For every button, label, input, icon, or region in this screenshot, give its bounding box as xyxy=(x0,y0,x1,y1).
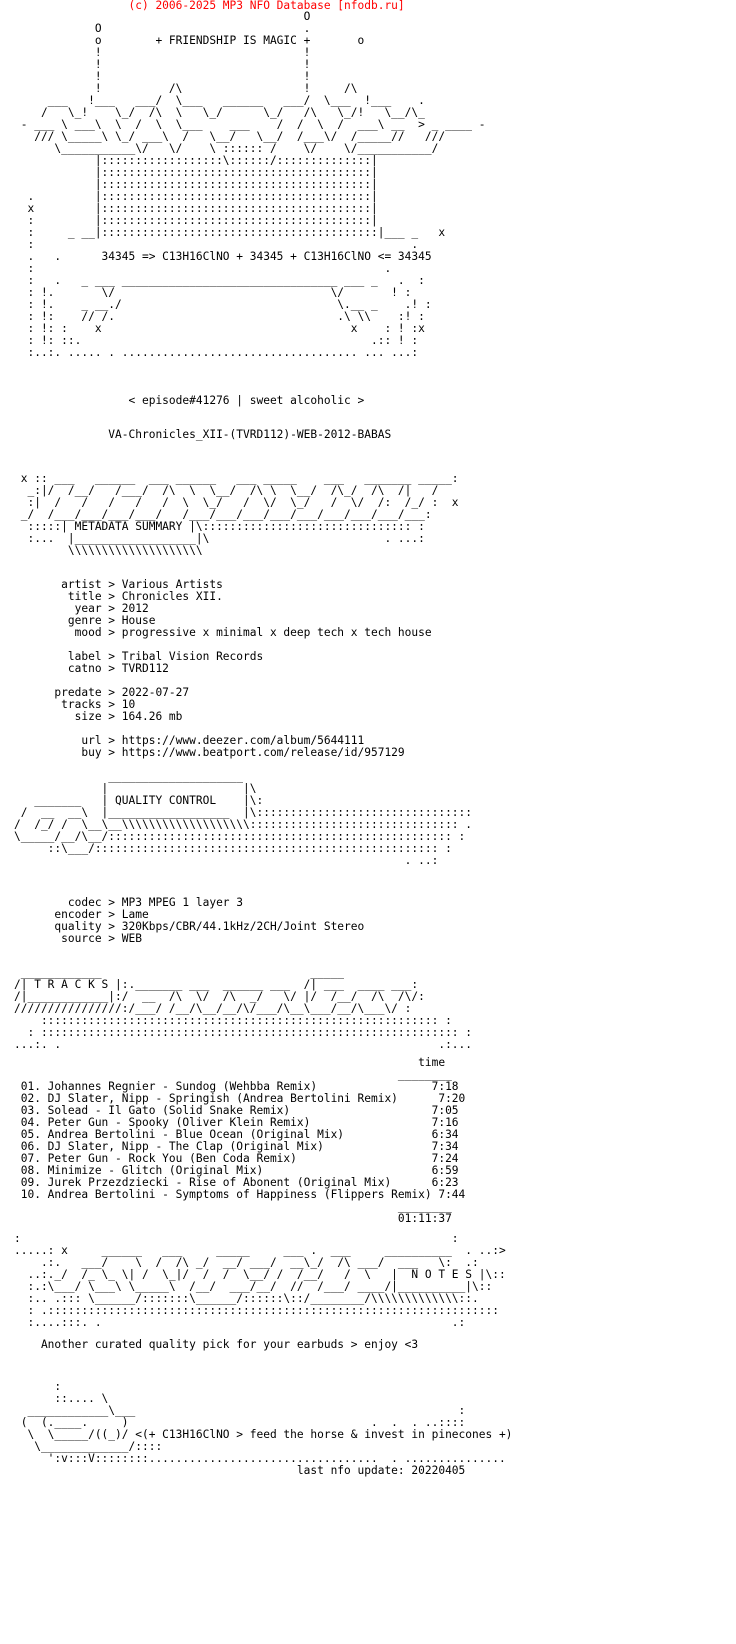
metadata-row: tracks > 10 xyxy=(14,698,136,711)
ascii-art-line: O xyxy=(14,10,311,23)
ascii-art-line: : . xyxy=(14,238,419,251)
footer-art-line: ':v:::V::::::::.................................. . ............... xyxy=(14,1452,506,1465)
quality-row: encoder > Lame xyxy=(14,908,149,921)
notes-banner-line: :.:\___/ \___\ \_____\ /__/ ___/__/ // /___/ ____/|__________|\:: xyxy=(14,1280,493,1293)
ascii-art-line: / \_! \_/ /\ \ \_/ \_/ /\ \_/! \__/\_ xyxy=(14,106,425,119)
ascii-art-line: /// \_____\ \_/ ___\ / \__/ \__/ /___\/ /_____// /// xyxy=(14,130,446,143)
metadata-banner-line: :| / / / / / \ \_/ / \/ \_/ / \/ /: /_/ : x xyxy=(14,496,459,509)
metadata-row: title > Chronicles XII. xyxy=(14,590,223,603)
metadata-row: mood > progressive x minimal x deep tech x tech house xyxy=(14,626,432,639)
metadata-row: label > Tribal Vision Records xyxy=(14,650,264,663)
tracks-banner-line: /|____________|:/ __ /\ \/ /\ _/ \/ |/ /__/ /\ /\/: xyxy=(14,990,425,1003)
quality-banner-line: | |\ xyxy=(14,782,257,795)
footer-art-line: \_____________/:::: xyxy=(14,1440,163,1453)
metadata-row: artist > Various Artists xyxy=(14,578,223,591)
ascii-art-line: . . 34345 => C13H16ClNO + 34345 + C13H16ClNO <= 34345 xyxy=(14,250,432,263)
track-row: 03. Solead - Il Gato (Solid Snake Remix) 7:05 xyxy=(14,1104,459,1117)
track-row: 06. DJ Slater, Nipp - The Clap (Original Mix) 7:34 xyxy=(14,1140,459,1153)
metadata-banner-line: :... |__________________|\ . ...: xyxy=(14,532,425,545)
metadata-row: url > https://www.deezer.com/album/5644111 xyxy=(14,734,365,747)
footer-art-line: ::.... \ xyxy=(14,1392,109,1405)
notes-banner-line: :....:::. . .: xyxy=(14,1316,466,1329)
metadata-banner-line: _:|/ /__/ /___/ /\ \ \__/ /\ \ \__/ /\_/ /\ /| / xyxy=(14,484,439,497)
quality-banner-line: / __ __\ |__________________ |\:::::::::::::::::::::::::::::::: xyxy=(14,806,473,819)
ascii-art-line: : !. \/ \/ ! : xyxy=(14,286,412,299)
footer-art-line: ____________\___ : xyxy=(14,1404,466,1417)
footer-art-line: \ \_____/((_)/ <(+ C13H16ClNO > feed the horse & invest in pinecones +) xyxy=(14,1428,513,1441)
notes-banner-line: .:. ___/ \ / /\ _/ __/ ___/ __\_/ /\ ___/ ___ \: .: xyxy=(14,1256,479,1269)
metadata-banner-line: \\\\\\\\\\\\\\\\\\\\ xyxy=(14,544,203,557)
ascii-art-line: : _ __|:::::::::::::::::::::::::::::::::::::::::|___ _ x xyxy=(14,226,446,239)
track-row: 04. Peter Gun - Spooky (Oliver Klein Remix) 7:16 xyxy=(14,1116,459,1129)
metadata-row: year > 2012 xyxy=(14,602,149,615)
track-row: 02. DJ Slater, Nipp - Springish (Andrea Bertolini Remix) 7:20 xyxy=(14,1092,466,1105)
quality-banner-line: / /_/ / \__\__\\\\\\\\\\\\\\\\\\\::::::::::::::::::::::::::::::: . xyxy=(14,818,473,831)
tracks-banner-line: /| T R A C K S |:._______ ___ ______ ___ /| ___ ____ ___: xyxy=(14,978,419,991)
quality-row: codec > MP3 MPEG 1 layer 3 xyxy=(14,896,244,909)
track-row: 10. Andrea Bertolini - Symptoms of Happiness (Flippers Remix) 7:44 xyxy=(14,1188,466,1201)
track-row: 09. Jurek Przezdziecki - Rise of Abonent (Original Mix) 6:23 xyxy=(14,1176,459,1189)
quality-banner-line: ::\___/::::::::::::::::::::::::::::::::::::::::::::::::::: : xyxy=(14,842,452,855)
ascii-art-line: \___________\/ \/ \ :::::: / \/ \/___________/ xyxy=(14,142,439,155)
quality-row: source > WEB xyxy=(14,932,142,945)
tracks-banner-line: : :::::::::::::::::::::::::::::::::::::::::::::::::::::::::::::: : xyxy=(14,1026,473,1039)
metadata-row: predate > 2022-07-27 xyxy=(14,686,190,699)
total-time: 01:11:37 xyxy=(14,1212,452,1225)
metadata-banner-line: _/ /___/___/___/___/ /___/___/___/___/___/___/___/___/___: xyxy=(14,508,432,521)
quality-banner-line: \_____/__/\__/::::::::::::::::::::::::::::::::::::::::::::::::::: : xyxy=(14,830,466,843)
footer-art-line: : xyxy=(14,1380,62,1393)
notes-banner-line: :.. .::: \______/:::::::\______/::::::\::/________/\\\\\\\\\\\\\::. xyxy=(14,1292,479,1305)
tracks-banner-line: ...:. . .:... xyxy=(14,1038,473,1051)
ascii-art-line: ! ! xyxy=(14,58,311,71)
ascii-art-line: |::::::::::::::::::::::::::::::::::::::::| xyxy=(14,166,378,179)
ascii-art-line: ! ! xyxy=(14,70,311,83)
ascii-art-line: ___ !___ ___/ \___ ______ ___/ \___ !___ . xyxy=(14,94,425,107)
ascii-art-line: |::::::::::::::::::\::::::/::::::::::::::| xyxy=(14,154,378,167)
tracks-banner-line: ____________ _____ xyxy=(14,966,345,979)
metadata-banner-line: :::::| METADATA SUMMARY |\::::::::::::::::::::::::::::::: : xyxy=(14,520,425,533)
track-row: 05. Andrea Bertolini - Blue Ocean (Original Mix) 6:34 xyxy=(14,1128,459,1141)
release-name: VA-Chronicles_XII-(TVRD112)-WEB-2012-BABAS xyxy=(14,428,392,441)
ascii-art-line: :..:. ..... . ................................... ... ...: xyxy=(14,346,419,359)
ascii-art-line: : !: ::. .:: ! : xyxy=(14,334,419,347)
ascii-art-line: |::::::::::::::::::::::::::::::::::::::::| xyxy=(14,178,378,191)
ascii-art-line: o + FRIENDSHIP IS MAGIC + o xyxy=(14,34,365,47)
ascii-art-line: ! /\ ! /\ xyxy=(14,82,358,95)
ascii-art-line: ! ! xyxy=(14,46,311,59)
track-row: 07. Peter Gun - Rock You (Ben Coda Remix) 7:24 xyxy=(14,1152,459,1165)
quality-banner-line: ____________________ xyxy=(14,770,244,783)
ascii-art-line: : !: // /. .\ \\ :! : xyxy=(14,310,425,323)
nfodb-header: (c) 2006-2025 MP3 NFO Database [nfodb.ru] xyxy=(14,0,405,12)
quality-banner-line: . ..: xyxy=(14,854,439,867)
time-rule: ________ xyxy=(14,1068,452,1081)
ascii-art-line: : . xyxy=(14,262,392,275)
ascii-art-line: : !: : x x : ! :x xyxy=(14,322,425,335)
metadata-banner-line: x :: ___ ______ ___ ______ ___ _____ ___ _______ _____: xyxy=(14,472,459,485)
episode-line: < episode#41276 | sweet alcoholic > xyxy=(14,394,365,407)
last-update: last nfo update: 20220405 xyxy=(14,1464,466,1477)
ascii-art-line: : . _ ___ ________________________________ ___ _ . : xyxy=(14,274,425,287)
metadata-row: genre > House xyxy=(14,614,156,627)
metadata-row: size > 164.26 mb xyxy=(14,710,183,723)
tracks-banner-line: ::::::::::::::::::::::::::::::::::::::::::::::::::::::::::: : xyxy=(14,1014,452,1027)
notes-banner-line: : : xyxy=(14,1232,459,1245)
metadata-row: buy > https://www.beatport.com/release/id/957129 xyxy=(14,746,405,759)
track-row: 08. Minimize - Glitch (Original Mix) 6:59 xyxy=(14,1164,459,1177)
ascii-art-line: x |::::::::::::::::::::::::::::::::::::::::| xyxy=(14,202,378,215)
time-header: time xyxy=(14,1056,446,1069)
notes-banner-line: .....: x ______ ___ _____ ___ . ___ __________ . ..:> xyxy=(14,1244,506,1257)
ascii-art-line: . |::::::::::::::::::::::::::::::::::::::::| xyxy=(14,190,378,203)
quality-banner-line: _______ | QUALITY CONTROL |\: xyxy=(14,794,264,807)
ascii-art-line: O . xyxy=(14,22,311,35)
tracks-banner-line: ////////////////:/___/ /__/\__/__/\/___/\__\___/__/\___\/ : xyxy=(14,1002,412,1015)
footer-art-line: ( (.____. ) . . . ..:::: xyxy=(14,1416,466,1429)
ascii-art-line: : !. _ __./ \.__ _ .! : xyxy=(14,298,432,311)
ascii-art-line: - ___ \ ___\ \ / \ \___ ___ / / \ / ___\ __ > _ ____ - xyxy=(14,118,486,131)
track-row: 01. Johannes Regnier - Sundog (Wehbba Remix) 7:18 xyxy=(14,1080,459,1093)
total-rule: ________ xyxy=(14,1200,452,1213)
metadata-row: catno > TVRD112 xyxy=(14,662,169,675)
notes-text: Another curated quality pick for your earbuds > enjoy <3 xyxy=(14,1338,419,1351)
notes-banner-line: ..:._/ /_ \_ \| / \_|/ / / \__/ / /__/ / \ | N O T E S |\:: xyxy=(14,1268,506,1281)
ascii-art-line: : |::::::::::::::::::::::::::::::::::::::::| xyxy=(14,214,378,227)
notes-banner-line: : .::::::::::::::::::::::::::::::::::::::::::::::::::::::::::::::::::: xyxy=(14,1304,499,1317)
quality-row: quality > 320Kbps/CBR/44.1kHz/2CH/Joint Stereo xyxy=(14,920,365,933)
